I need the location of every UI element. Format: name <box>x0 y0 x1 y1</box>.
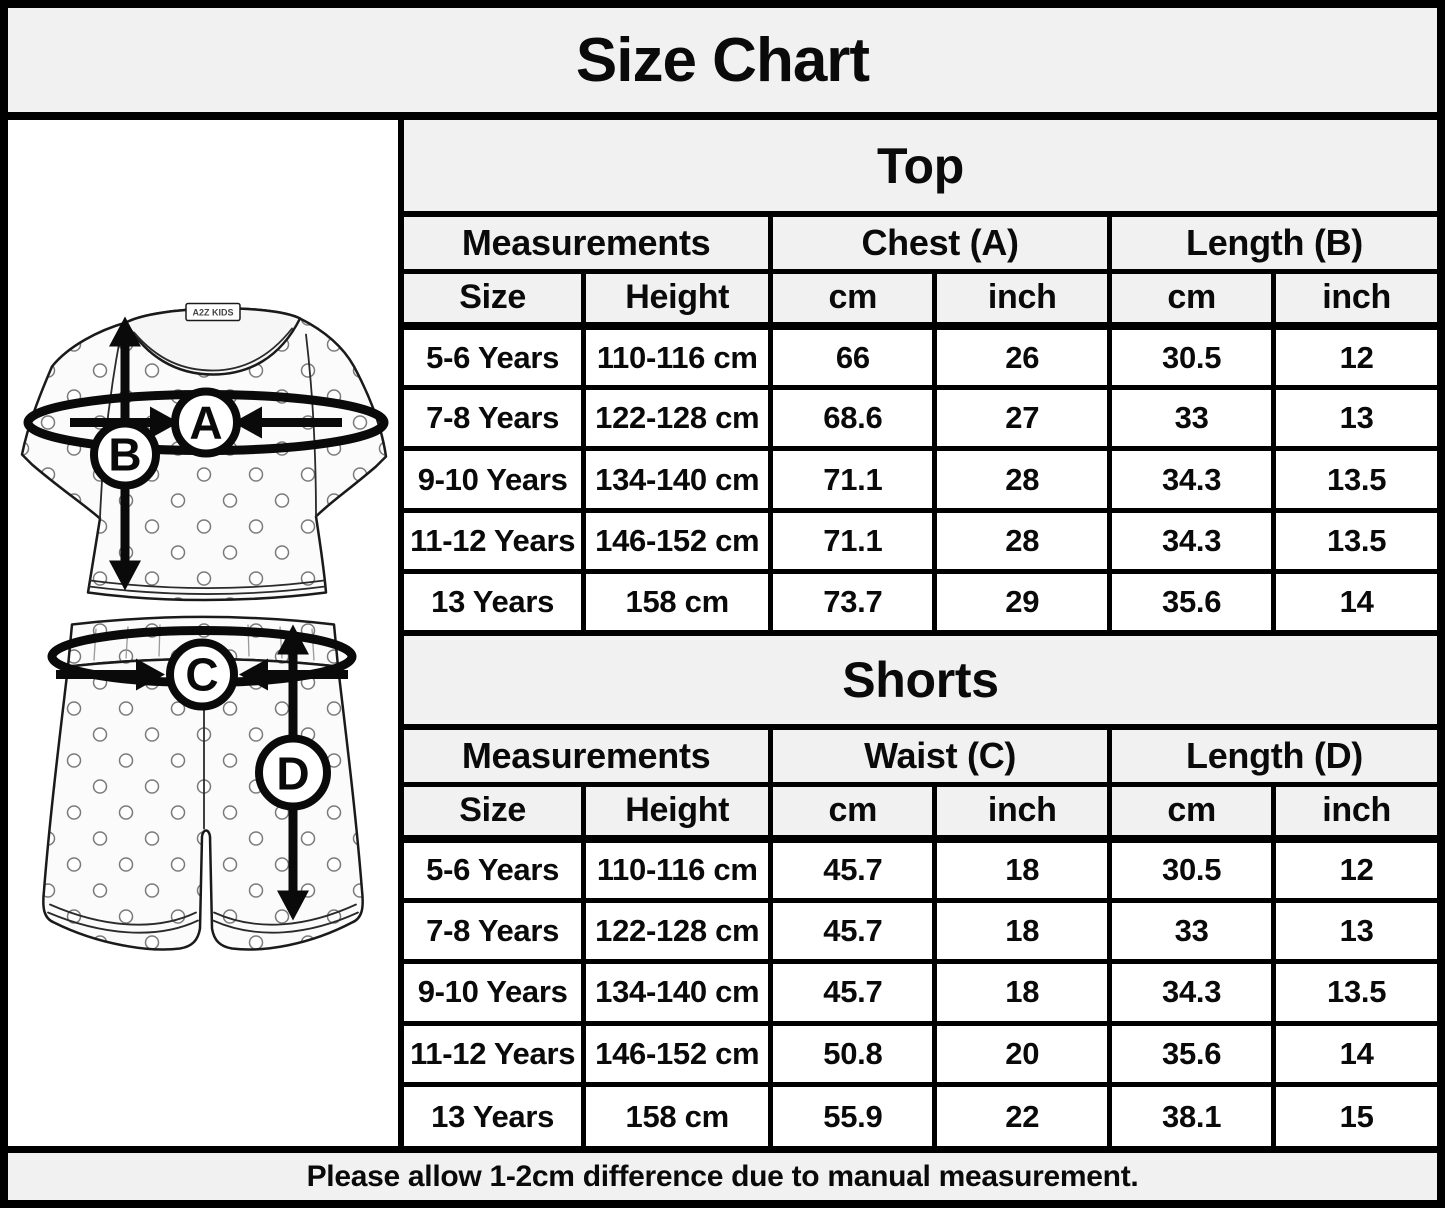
cell: 13 <box>1274 387 1437 448</box>
cell: 66 <box>771 326 935 387</box>
cell: 71.1 <box>771 510 935 571</box>
col-header-cm: cm <box>771 784 935 839</box>
cell: 29 <box>935 572 1110 633</box>
cell: 5-6 Years <box>404 326 584 387</box>
shorts-column-header-row <box>404 784 1437 839</box>
title-band <box>8 8 1437 120</box>
cell: 158 cm <box>584 572 771 633</box>
cell: 35.6 <box>1110 572 1274 633</box>
cell: 28 <box>935 449 1110 510</box>
marker-letter-b: B <box>108 428 142 481</box>
cell: 13.5 <box>1274 449 1437 510</box>
cell: 22 <box>935 1085 1110 1147</box>
cell: 13 Years <box>404 1085 584 1147</box>
marker-letter-d: D <box>276 747 310 800</box>
cell: 35.6 <box>1110 1023 1274 1084</box>
cell: 110-116 cm <box>584 839 771 900</box>
cell: 13 Years <box>404 572 584 633</box>
cell: 33 <box>1110 900 1274 961</box>
cell: 34.3 <box>1110 449 1274 510</box>
table-row <box>404 1085 1437 1147</box>
cell: 7-8 Years <box>404 387 584 448</box>
cell: 12 <box>1274 839 1437 900</box>
cell: 14 <box>1274 572 1437 633</box>
cell: 9-10 Years <box>404 449 584 510</box>
top-section-header <box>404 120 1437 214</box>
table-row <box>404 572 1437 633</box>
cell: 33 <box>1110 387 1274 448</box>
group-header-waist: Waist (C) <box>771 727 1110 784</box>
col-header-cm: cm <box>1110 271 1274 326</box>
table-row <box>404 449 1437 510</box>
cell: 14 <box>1274 1023 1437 1084</box>
section-title-shorts: Shorts <box>404 633 1437 727</box>
page-title: Size Chart <box>575 25 870 95</box>
section-title-top: Top <box>404 120 1437 214</box>
garment-illustration-panel <box>8 120 398 1146</box>
col-header-size: Size <box>404 271 584 326</box>
cell: 18 <box>935 900 1110 961</box>
cell: 9-10 Years <box>404 962 584 1023</box>
brand-tag-label: A2Z KIDS <box>192 307 234 318</box>
cell: 27 <box>935 387 1110 448</box>
size-table <box>404 120 1437 1146</box>
shorts-section-header <box>404 633 1437 727</box>
top-column-header-row <box>404 271 1437 326</box>
table-row <box>404 962 1437 1023</box>
cell: 20 <box>935 1023 1110 1084</box>
col-header-inch: inch <box>1274 271 1437 326</box>
table-row <box>404 839 1437 900</box>
cell: 45.7 <box>771 962 935 1023</box>
group-header-measurements: Measurements <box>404 727 771 784</box>
group-header-chest: Chest (A) <box>771 214 1110 271</box>
content-area <box>8 120 1437 1146</box>
measurement-disclaimer: Please allow 1-2cm difference due to manual measurement. <box>306 1159 1139 1193</box>
cell: 134-140 cm <box>584 962 771 1023</box>
top-group-header-row <box>404 214 1437 271</box>
table-row <box>404 326 1437 387</box>
cell: 7-8 Years <box>404 900 584 961</box>
size-tables-panel <box>398 120 1437 1146</box>
cell: 18 <box>935 839 1110 900</box>
col-header-cm: cm <box>1110 784 1274 839</box>
cell: 73.7 <box>771 572 935 633</box>
col-header-cm: cm <box>771 271 935 326</box>
cell: 158 cm <box>584 1085 771 1147</box>
cell: 5-6 Years <box>404 839 584 900</box>
cell: 12 <box>1274 326 1437 387</box>
cell: 146-152 cm <box>584 510 771 571</box>
cell: 26 <box>935 326 1110 387</box>
shorts-group-header-row <box>404 727 1437 784</box>
cell: 68.6 <box>771 387 935 448</box>
group-header-length-b: Length (B) <box>1110 214 1438 271</box>
table-row <box>404 900 1437 961</box>
cell: 55.9 <box>771 1085 935 1147</box>
cell: 30.5 <box>1110 326 1274 387</box>
cell: 110-116 cm <box>584 326 771 387</box>
cell: 34.3 <box>1110 962 1274 1023</box>
garment-measurement-diagram <box>8 120 398 1146</box>
cell: 50.8 <box>771 1023 935 1084</box>
cell: 18 <box>935 962 1110 1023</box>
table-row <box>404 1023 1437 1084</box>
chest-marker-a <box>28 392 384 454</box>
col-header-inch: inch <box>1274 784 1437 839</box>
footer-band <box>8 1146 1437 1200</box>
cell: 13.5 <box>1274 962 1437 1023</box>
cell: 45.7 <box>771 900 935 961</box>
table-row <box>404 510 1437 571</box>
cell: 38.1 <box>1110 1085 1274 1147</box>
cell: 28 <box>935 510 1110 571</box>
marker-letter-a: A <box>189 396 223 449</box>
cell: 11-12 Years <box>404 1023 584 1084</box>
cell: 15 <box>1274 1085 1437 1147</box>
cell: 122-128 cm <box>584 900 771 961</box>
marker-letter-c: C <box>185 648 219 701</box>
cell: 134-140 cm <box>584 449 771 510</box>
table-row <box>404 387 1437 448</box>
cell: 13 <box>1274 900 1437 961</box>
cell: 11-12 Years <box>404 510 584 571</box>
group-header-length-d: Length (D) <box>1110 727 1438 784</box>
col-header-inch: inch <box>935 784 1110 839</box>
cell: 146-152 cm <box>584 1023 771 1084</box>
col-header-height: Height <box>584 784 771 839</box>
group-header-measurements: Measurements <box>404 214 771 271</box>
col-header-height: Height <box>584 271 771 326</box>
cell: 13.5 <box>1274 510 1437 571</box>
col-header-size: Size <box>404 784 584 839</box>
cell: 34.3 <box>1110 510 1274 571</box>
cell: 122-128 cm <box>584 387 771 448</box>
cell: 45.7 <box>771 839 935 900</box>
cell: 71.1 <box>771 449 935 510</box>
cell: 30.5 <box>1110 839 1274 900</box>
col-header-inch: inch <box>935 271 1110 326</box>
